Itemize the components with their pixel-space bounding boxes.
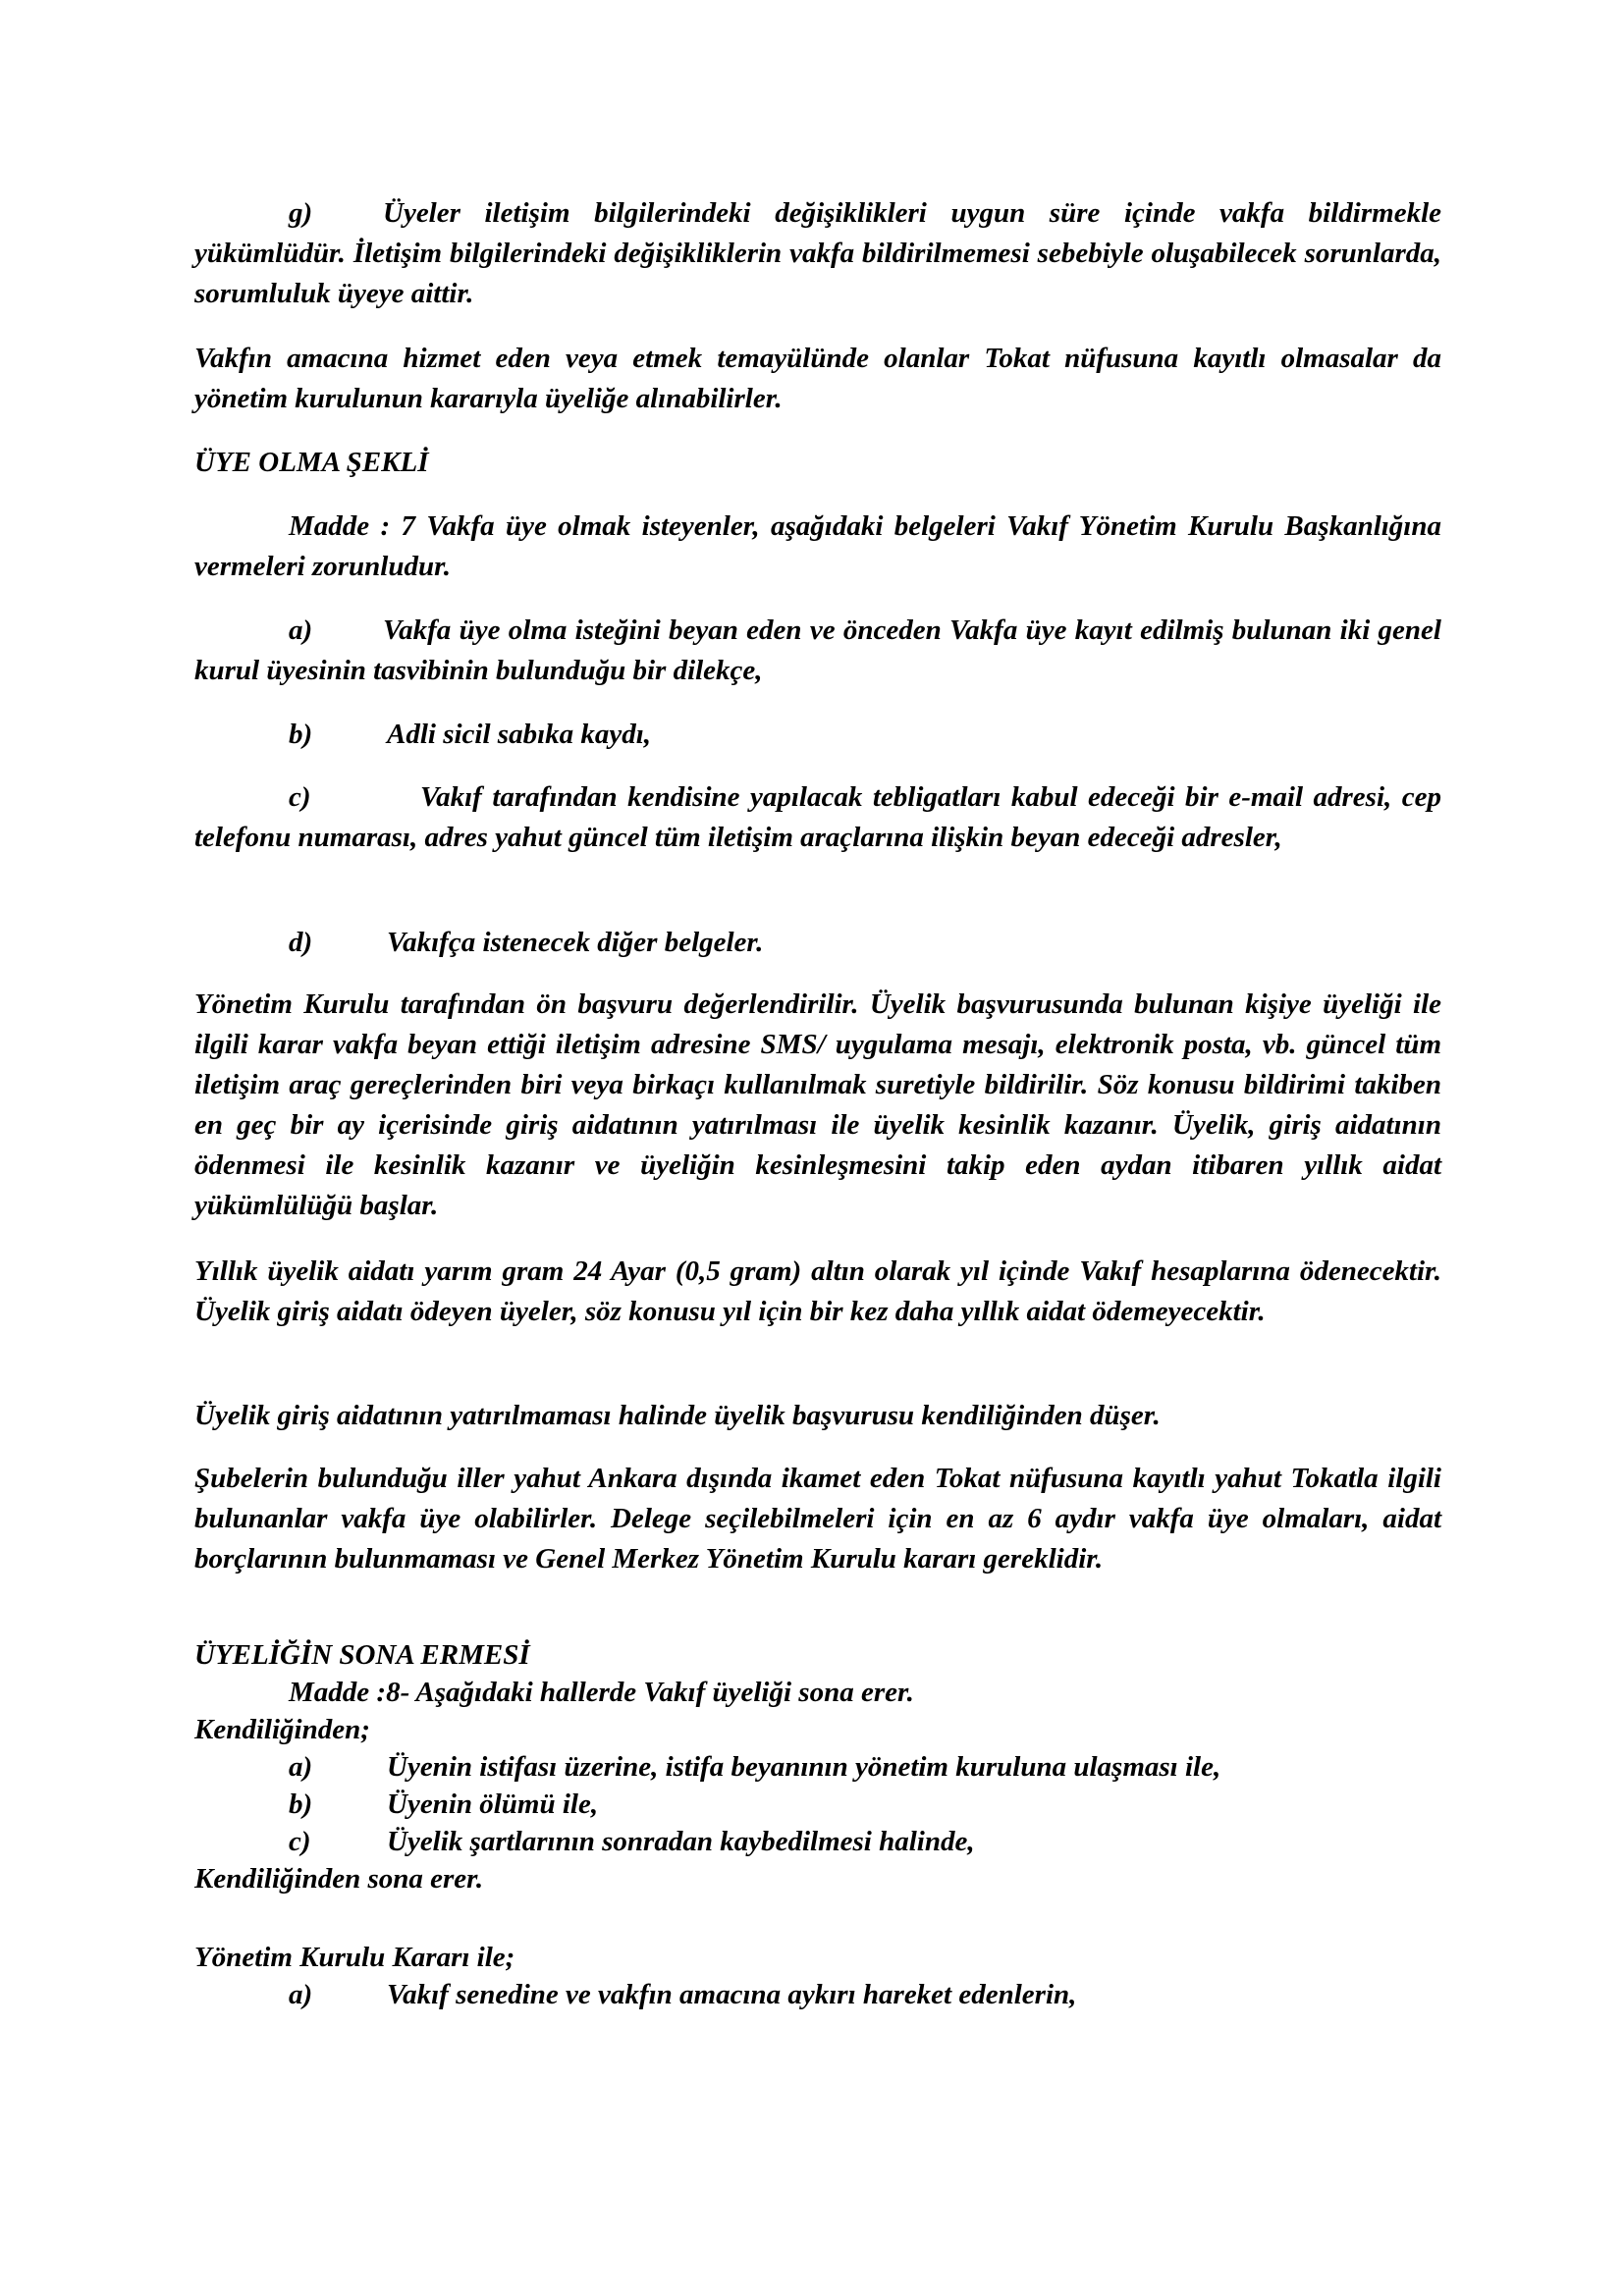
list-item-d-marker: d) [289,927,313,958]
list-item-d-text: Vakıfça istenecek diğer belgeler. [387,927,764,958]
list-item-a-text: Vakfa üye olma isteğini beyan eden ve önceden Vakfa üye kayıt edilmiş bulunan iki genel kurul üyesinin tasvibinin bulunduğu bir dilekçe, [194,614,1441,686]
termination-item-a-text: Üyenin istifası üzerine, istifa beyanının yönetim kuruluna ulaşması ile, [387,1751,1221,1783]
paragraph-annual-fee: Yıllık üyelik aidatı yarım gram 24 Ayar (0,5 gram) altın olarak yıl içinde Vakıf hesaplarına ödenecektir. Üyelik giriş aidatı ödeyen üyeler, söz konusu yıl için bir kez daha yıllık aidat ödemeyecektir. [194,1255,1441,1327]
paragraph-non-tokat-membership: Vakfın amacına hizmet eden veya etmek temayülünde olanlar Tokat nüfusuna kayıtlı olmasalar da yönetim kurulunun kararıyla üyeliğe alınabilirler. [194,343,1441,414]
paragraph-branches: Şubelerin bulunduğu iller yahut Ankara dışında ikamet eden Tokat nüfusuna kayıtlı yahut Tokatla ilgili bulunanlar vakfa üye olabilirler. Delege seçilebilmeleri için en az 6 aydır vakfa üye olmaları, aidat borçlarının bulunmaması ve Genel Merkez Yönetim Kurulu kararı gereklidir. [194,1463,1441,1575]
termination-item-a-marker: a) [289,1751,313,1783]
article-8: Madde :8- Aşağıdaki hallerde Vakıf üyeliği sona erer. [289,1677,914,1708]
list-item-c-text: Vakıf tarafından kendisine yapılacak tebligatları kabul edeceği bir e-mail adresi, cep telefonu numarası, adres yahut güncel tüm iletişim araçlarına ilişkin beyan edeceği adresler, [194,781,1441,853]
termination-item-c [289,1823,975,1860]
termination-item-b [289,1786,598,1823]
list-item-b [289,715,651,755]
board-item-a [289,1976,1076,2013]
list-item-a-marker: a) [289,614,313,646]
termination-item-c-text: Üyelik şartlarının sonradan kaybedilmesi halinde, [387,1826,975,1857]
list-item-a [194,611,1441,691]
automatic-termination-closing: Kendiliğinden sona erer. [194,1863,484,1895]
automatic-termination-label: Kendiliğinden; [194,1714,370,1745]
paragraph-application-lapse: Üyelik giriş aidatının yatırılmaması halinde üyelik başvurusu kendiliğinden düşer. [194,1400,1161,1431]
item-g [194,193,1441,314]
termination-item-c-marker: c) [289,1826,311,1857]
list-item-d [289,923,763,963]
board-item-a-text: Vakıf senedine ve vakfın amacına aykırı hareket edenlerin, [387,1979,1077,2010]
list-item-b-text: Adli sicil sabıka kaydı, [387,719,652,750]
termination-item-b-marker: b) [289,1789,313,1820]
board-item-a-marker: a) [289,1979,313,2010]
item-g-text: Üyeler iletişim bilgilerindeki değişiklikleri uygun süre içinde vakfa bildirmekle yükümlüdür. İletişim bilgilerindeki değişikliklerin vakfa bildirilmemesi sebebiyle oluşabilecek sorunlarda, sorumluluk üyeye aittir. [194,197,1441,309]
list-item-b-marker: b) [289,719,313,750]
section-heading-uye-olma: ÜYE OLMA ŞEKLİ [194,447,429,478]
board-decision-label: Yönetim Kurulu Kararı ile; [194,1942,515,1973]
section-heading-sona-erme: ÜYELİĞİN SONA ERMESİ [194,1639,530,1671]
termination-item-b-text: Üyenin ölümü ile, [387,1789,599,1820]
list-item-c [194,777,1441,858]
paragraph-application-review: Yönetim Kurulu tarafından ön başvuru değerlendirilir. Üyelik başvurusunda bulunan kişiye üyeliği ile ilgili karar vakfa beyan ettiği iletişim adresine SMS/ uygulama mesajı, elektronik posta, vb. güncel tüm iletişim araç gereçlerinden biri veya birkaçı kullanılmak suretiyle bildirilir. Söz konusu bildirimi takiben en geç bir ay içerisinde giriş aidatının yatırılması ile üyelik kesinlik kazanır. Üyelik, giriş aidatının ödenmesi ile kesinlik kazanır ve üyeliğin kesinleşmesini takip eden aydan itibaren yıllık aidat yükümlülüğü başlar. [194,988,1441,1221]
termination-item-a [289,1748,1220,1786]
article-7: Madde : 7 Vakfa üye olmak isteyenler, aşağıdaki belgeleri Vakıf Yönetim Kurulu Başkanlığına vermeleri zorunludur. [194,510,1441,582]
list-item-c-marker: c) [289,781,311,813]
item-g-marker: g) [289,197,313,229]
